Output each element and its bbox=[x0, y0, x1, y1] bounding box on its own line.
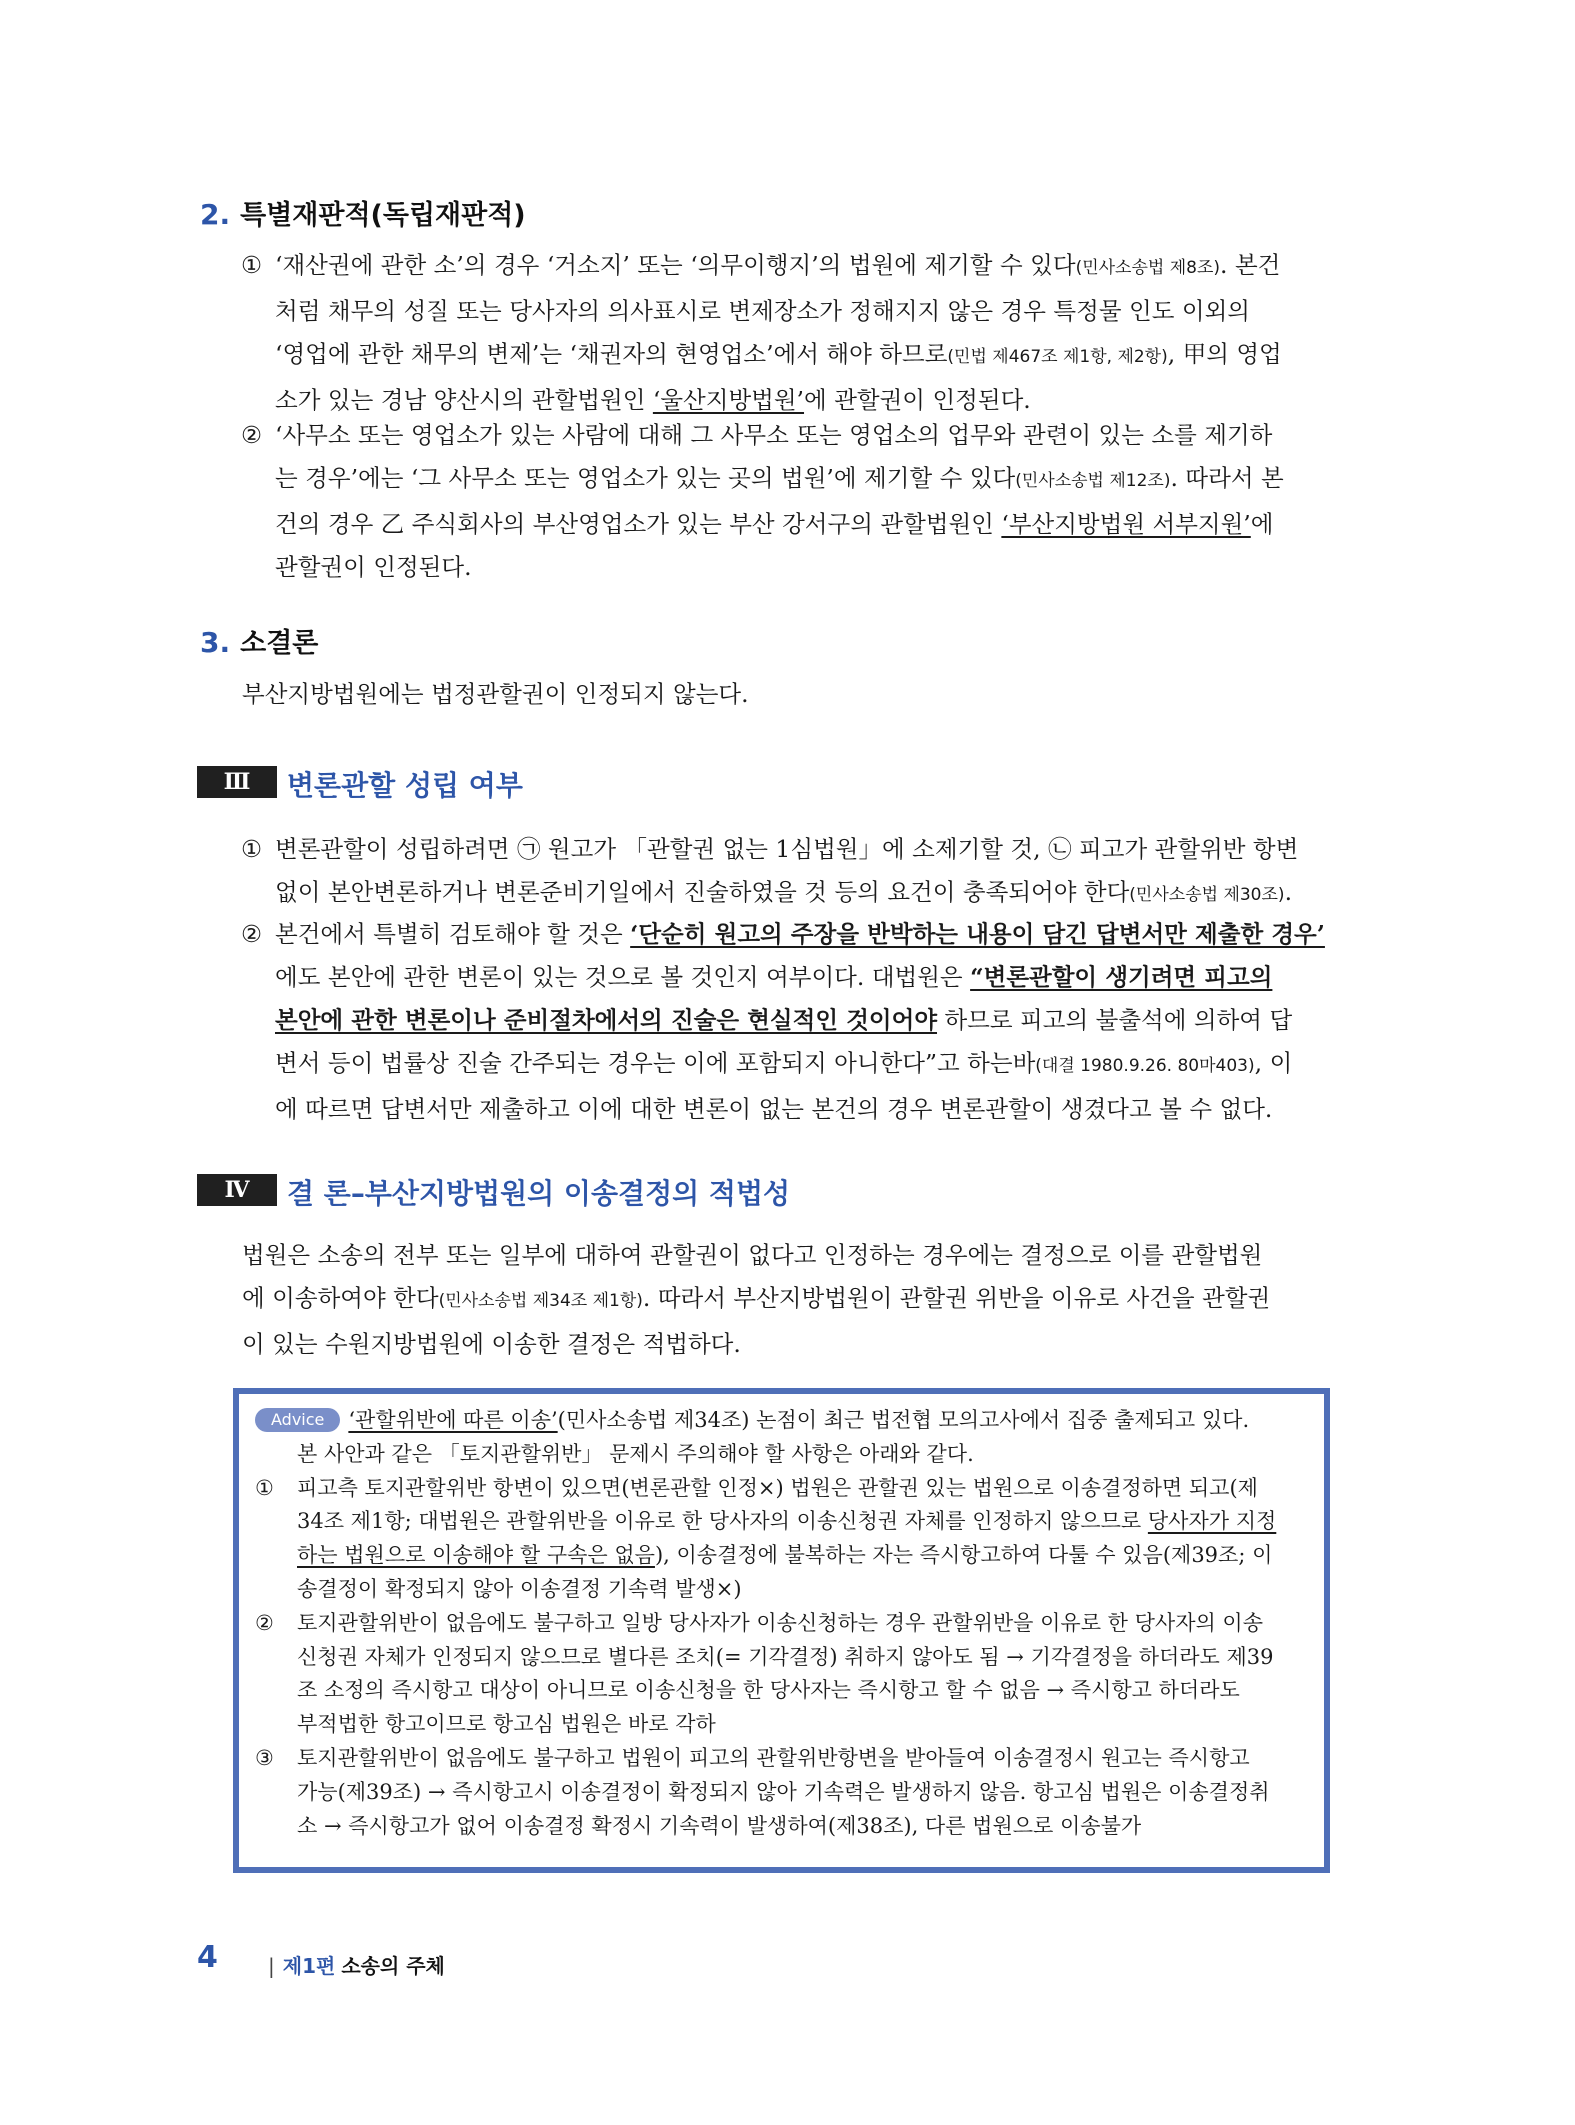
text-line: ② 토지관할위반이 없음에도 불구하고 일방 당사자가 이송신청하는 경우 관할위반을 이유로 한 당사자의 이송 bbox=[297, 1607, 1308, 1641]
text-line: ‘영업에 관한 채무의 변제’는 ‘채권자의 현영업소’에서 해야 하므로(민법 제467조 제1항, 제2항), 甲의 영업 bbox=[275, 340, 1282, 368]
advice-content bbox=[255, 1404, 1308, 1843]
text-line: 소가 있는 경남 양산시의 관할법원인 ‘울산지방법원’에 관할권이 인정된다. bbox=[275, 386, 1031, 414]
roman-numeral-badge: Ⅲ bbox=[197, 766, 277, 798]
text-line: ① 피고측 토지관할위반 항변이 있으면(변론관할 인정×) 법원은 관할권 있는 법원으로 이송결정하면 되고(제 bbox=[297, 1472, 1308, 1506]
text-line: 에도 본안에 관한 변론이 있는 것으로 볼 것인지 여부이다. 대법원은 “변론관할이 생기려면 피고의 bbox=[275, 963, 1273, 991]
text-line: ① 변론관할이 성립하려면 ㉠ 원고가 「관할권 없는 1심법원」에 소제기할 것, ㉡ 피고가 관할위반 항변 bbox=[275, 828, 1337, 871]
paragraph-iv bbox=[242, 1234, 1337, 1366]
paragraph-iii-1 bbox=[241, 828, 1337, 917]
advice-box bbox=[233, 1388, 1330, 1873]
text-line: ② ‘사무소 또는 영업소가 있는 사람에 대해 그 사무소 또는 영업소의 업무와 관련이 있는 소를 제기하 bbox=[275, 414, 1337, 457]
text-line: Advice ‘관할위반에 따른 이송’(민사소송법 제34조) 논점이 최근 법전협 모의고사에서 집중 출제되고 있다. bbox=[255, 1404, 1308, 1438]
text-line: 신청권 자체가 인정되지 않으므로 별다른 조치(= 기각결정) 취하지 않아도 됨 → 기각결정을 하더라도 제39 bbox=[297, 1644, 1274, 1669]
text-line: 소 → 즉시항고가 없어 이송결정 확정시 기속력이 발생하여(제38조), 다른 법원으로 이송불가 bbox=[297, 1813, 1142, 1838]
list-marker: ② bbox=[241, 920, 263, 948]
text-line: 조 소정의 즉시항고 대상이 아니므로 이송신청을 한 당사자는 즉시항고 할 수 없음 → 즉시항고 하더라도 bbox=[297, 1678, 1240, 1703]
list-marker: ② bbox=[241, 421, 263, 449]
text-line: 34조 제1항; 대법원은 관할위반을 이유로 한 당사자의 이송신청권 자체를 인정하지 않으므로 당사자가 지정 bbox=[297, 1509, 1277, 1534]
text-line: 이 있는 수원지방법원에 이송한 결정은 적법하다. bbox=[242, 1330, 741, 1358]
text-line: 본 사안과 같은 「토지관할위반」 문제시 주의해야 할 사항은 아래와 같다. bbox=[297, 1441, 974, 1466]
roman-numeral-badge: Ⅳ bbox=[197, 1174, 277, 1206]
paragraph-s2-1 bbox=[241, 244, 1337, 422]
text-line: 부적법한 항고이므로 항고심 법원은 바로 각하 bbox=[297, 1712, 716, 1737]
text-line: 관할권이 인정된다. bbox=[275, 553, 472, 581]
page-number: 4 bbox=[197, 1940, 218, 1975]
footer-divider: | bbox=[268, 1954, 275, 1978]
paragraph-s3 bbox=[242, 673, 1337, 716]
advice-item-1 bbox=[255, 1472, 1308, 1607]
underlined-text: 당사자가 지정 bbox=[1147, 1509, 1277, 1534]
list-marker: ① bbox=[255, 1475, 274, 1500]
legal-reference: (민사소송법 제34조 제1항) bbox=[438, 1291, 643, 1311]
underlined-text: ‘관할위반에 따른 이송’ bbox=[348, 1408, 558, 1432]
legal-reference: (민법 제467조 제1항, 제2항) bbox=[947, 347, 1168, 367]
legal-reference: (대결 1980.9.26. 80마403) bbox=[1035, 1056, 1255, 1076]
section-title: 특별재판적(독립재판적) bbox=[240, 200, 526, 231]
advice-item-3 bbox=[255, 1742, 1308, 1843]
list-marker: ② bbox=[255, 1610, 274, 1635]
list-marker: ③ bbox=[255, 1745, 274, 1770]
section-title: 소결론 bbox=[240, 628, 319, 659]
text-line: 처럼 채무의 성질 또는 당사자의 의사표시로 변제장소가 정해지지 않은 경우 특정물 인도 이외의 bbox=[275, 297, 1250, 325]
section-heading-2 bbox=[200, 193, 526, 232]
section-title-iii: 변론관할 성립 여부 bbox=[287, 769, 523, 802]
paragraph-s2-2 bbox=[241, 414, 1337, 589]
underlined-text: ‘울산지방법원’ bbox=[652, 386, 805, 414]
text-line: 법원은 소송의 전부 또는 일부에 대하여 관할권이 없다고 인정하는 경우에는 결정으로 이를 관할법원 bbox=[242, 1241, 1263, 1269]
running-footer bbox=[268, 1950, 445, 1979]
paragraph-iii-2 bbox=[241, 913, 1337, 1131]
legal-reference: (민사소송법 제8조) bbox=[1075, 258, 1221, 278]
footer-part: 제1편 bbox=[282, 1954, 336, 1978]
footer-title: 소송의 주체 bbox=[341, 1954, 445, 1978]
text-line: 송결정이 확정되지 않아 이송결정 기속력 발생×) bbox=[297, 1576, 742, 1601]
text-line: 에 따르면 답변서만 제출하고 이에 대한 변론이 없는 본건의 경우 변론관할이 생겼다고 볼 수 없다. bbox=[275, 1095, 1273, 1123]
underlined-text: ‘부산지방법원 서부지원’ bbox=[1001, 510, 1251, 538]
section-number: 3. bbox=[200, 626, 231, 659]
text-line: ② 본건에서 특별히 검토해야 할 것은 ‘단순히 원고의 주장을 반박하는 내용이 담긴 답변서만 제출한 경우’ bbox=[275, 913, 1337, 956]
list-marker: ① bbox=[241, 251, 263, 279]
text-line: 가능(제39조) → 즉시항고시 이송결정이 확정되지 않아 기속력은 발생하지 않음. 항고심 법원은 이송결정취 bbox=[297, 1779, 1270, 1804]
text-line: 없이 본안변론하거나 변론준비기일에서 진술하였을 것 등의 요건이 충족되어야 한다(민사소송법 제30조). bbox=[275, 878, 1293, 906]
text-line: 변서 등이 법률상 진술 간주되는 경우는 이에 포함되지 아니한다”고 하는바(대결 1980.9.26. 80마403), 이 bbox=[275, 1049, 1293, 1077]
text-line: 는 경우’에는 ‘그 사무소 또는 영업소가 있는 곳의 법원’에 제기할 수 있다(민사소송법 제12조). 따라서 본 bbox=[275, 464, 1284, 492]
legal-reference: (민사소송법 제12조) bbox=[1015, 471, 1171, 491]
advice-item-2 bbox=[255, 1607, 1308, 1742]
underlined-text: 하는 법원으로 이송해야 할 구속은 없음 bbox=[297, 1543, 655, 1568]
underlined-text: 본안에 관한 변론이나 준비절차에서의 진술은 현실적인 것이어야 bbox=[275, 1006, 938, 1034]
section-heading-3 bbox=[200, 621, 318, 660]
section-title-iv: 결 론–부산지방법원의 이송결정의 적법성 bbox=[287, 1177, 791, 1210]
text-line: 본안에 관한 변론이나 준비절차에서의 진술은 현실적인 것이어야 하므로 피고의 불출석에 의하여 답 bbox=[275, 1006, 1293, 1034]
legal-reference: (민사소송법 제30조) bbox=[1129, 885, 1285, 905]
text-line: ③ 토지관할위반이 없음에도 불구하고 법원이 피고의 관할위반항변을 받아들여 이송결정시 원고는 즉시항고 bbox=[297, 1742, 1308, 1776]
section-number: 2. bbox=[200, 198, 231, 231]
text-line: 에 이송하여야 한다(민사소송법 제34조 제1항). 따라서 부산지방법원이 관할권 위반을 이유로 사건을 관할권 bbox=[242, 1284, 1271, 1312]
text-line: ① ‘재산권에 관한 소’의 경우 ‘거소지’ 또는 ‘의무이행지’의 법원에 제기할 수 있다(민사소송법 제8조). 본건 bbox=[275, 244, 1337, 290]
text-line: 부산지방법원에는 법정관할권이 인정되지 않는다. bbox=[242, 680, 749, 708]
list-marker: ① bbox=[241, 835, 263, 863]
text-line: 하는 법원으로 이송해야 할 구속은 없음), 이송결정에 불복하는 자는 즉시항고하여 다툴 수 있음(제39조; 이 bbox=[297, 1543, 1273, 1568]
underlined-text: ‘단순히 원고의 주장을 반박하는 내용이 담긴 답변서만 제출한 경우’ bbox=[630, 920, 1325, 948]
underlined-text: “변론관할이 생기려면 피고의 bbox=[970, 963, 1273, 991]
advice-label: Advice bbox=[255, 1408, 340, 1432]
text-line: 건의 경우 乙 주식회사의 부산영업소가 있는 부산 강서구의 관할법원인 ‘부산지방법원 서부지원’에 bbox=[275, 510, 1274, 538]
